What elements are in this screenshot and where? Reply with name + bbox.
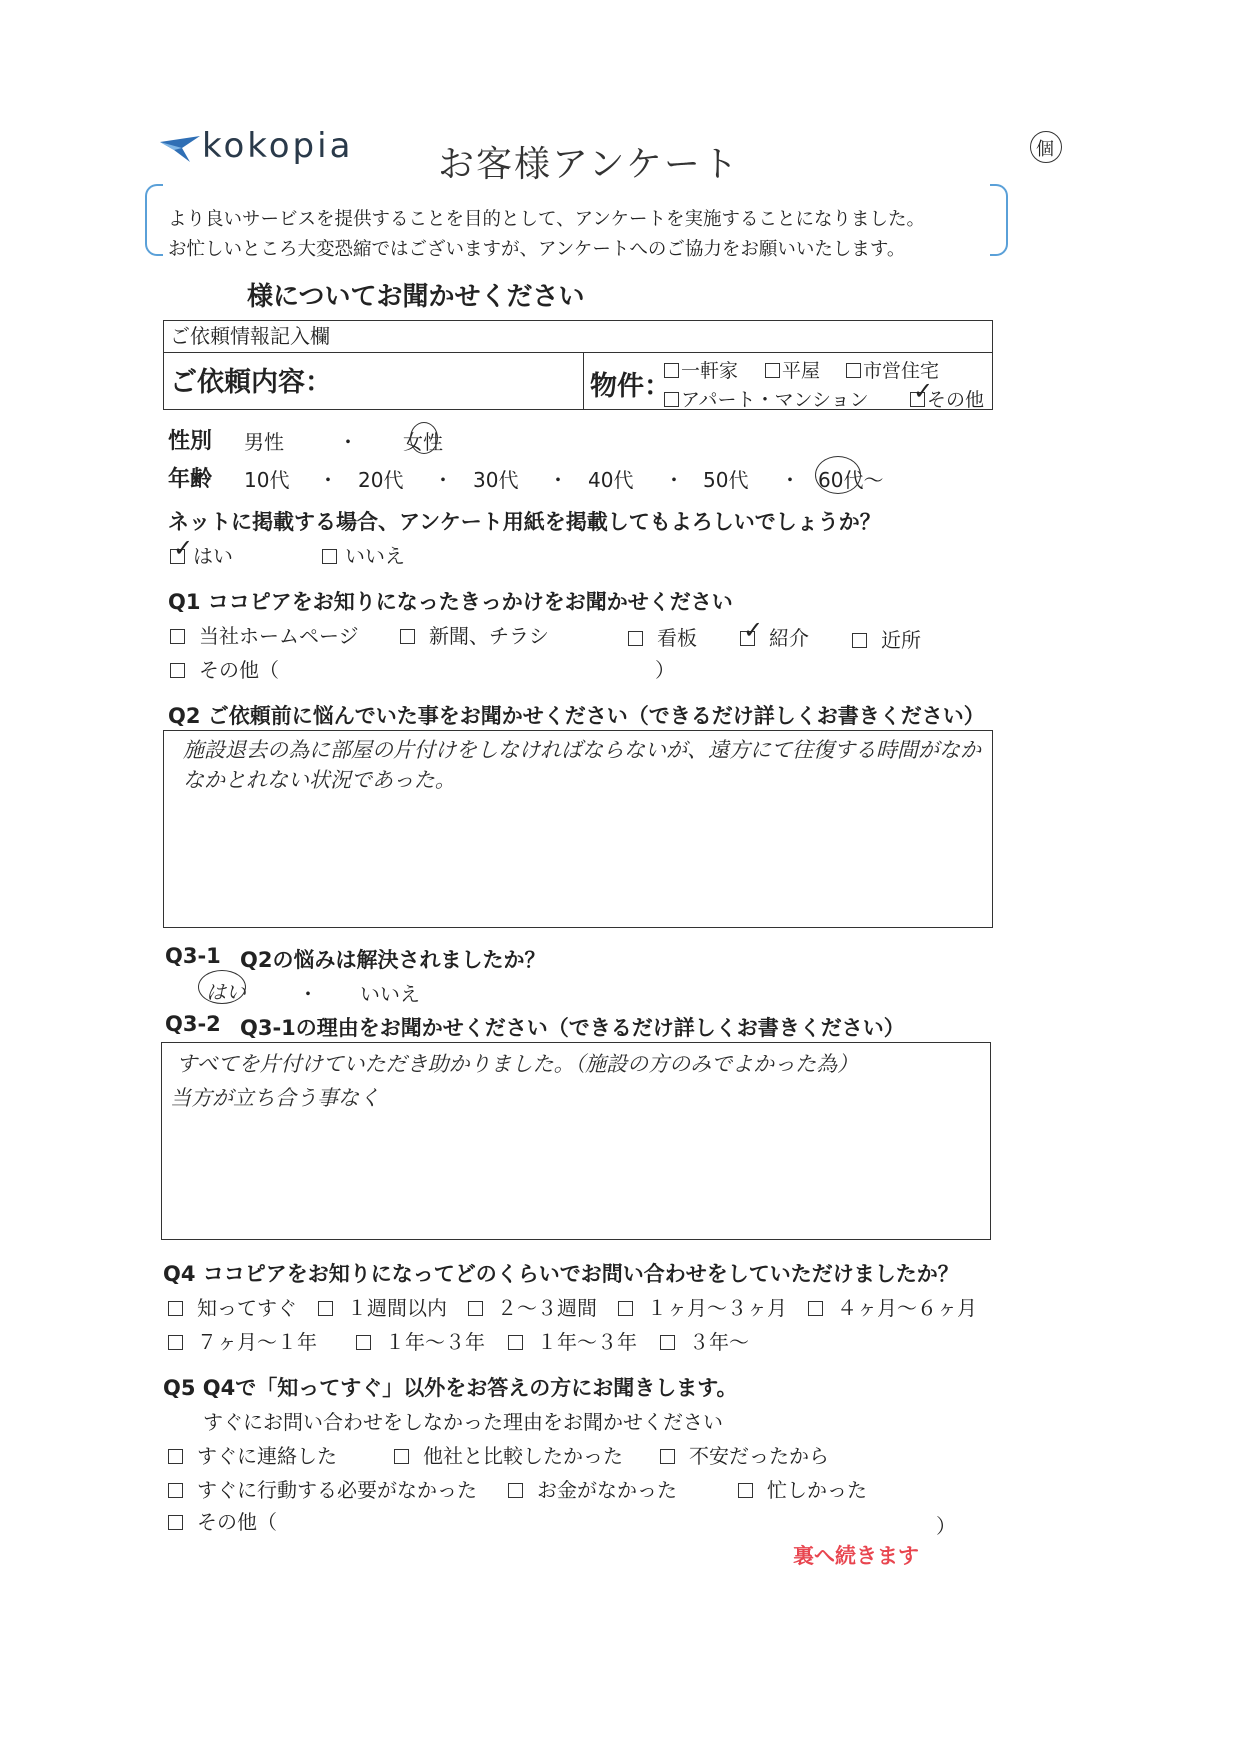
- q3-1-yes[interactable]: はい: [206, 980, 246, 1004]
- q2-question: Q2 ご依頼前に悩んでいた事をお聞かせください（できるだけ詳しくお書きください）: [168, 704, 985, 728]
- q2-answer-line-1: 施設退去の為に部屋の片付けをしなければならないが、遠方にて往復する時間がなか: [183, 738, 981, 762]
- q5-checkbox[interactable]: [394, 1449, 409, 1464]
- q5-checkbox[interactable]: [168, 1449, 183, 1464]
- property-checkbox-checked[interactable]: [910, 392, 925, 407]
- age-20s[interactable]: 20代: [358, 468, 404, 492]
- age-40s[interactable]: 40代: [588, 468, 634, 492]
- intro-line-1: より良いサービスを提供することを目的として、アンケートを実施することになりました。: [168, 209, 926, 230]
- q4-option[interactable]: １年〜３年: [356, 1326, 485, 1355]
- property-option-ikkenya[interactable]: 一軒家: [664, 356, 738, 383]
- gender-male[interactable]: 男性: [244, 430, 284, 454]
- q3-2-answer-line-2: 当方が立ち合う事なく: [170, 1086, 380, 1110]
- q1-option-signboard[interactable]: 看板: [628, 622, 697, 651]
- q3-1-question: Q2の悩みは解決されましたか？: [240, 948, 546, 972]
- gender-selected-circle: [410, 422, 438, 454]
- q1-option-referral[interactable]: ✓ 紹介: [740, 622, 809, 651]
- q3-2-number: Q3-2: [165, 1012, 221, 1036]
- q4-checkbox[interactable]: [168, 1301, 183, 1316]
- age-50s[interactable]: 50代: [703, 468, 749, 492]
- intro-bracket-right: [990, 184, 1008, 256]
- q5-option[interactable]: すぐに連絡した: [168, 1440, 337, 1469]
- age-sep: ・: [433, 468, 453, 492]
- q3-1-separator: ・: [298, 982, 318, 1006]
- badge: 個: [1036, 139, 1054, 160]
- q2-answer-line-2: なかとれない状況であった。: [183, 768, 456, 792]
- q1-checkbox[interactable]: [170, 629, 185, 644]
- q1-option-homepage[interactable]: 当社ホームページ: [170, 620, 359, 649]
- q4-option[interactable]: 知ってすぐ: [168, 1292, 297, 1321]
- q5-checkbox[interactable]: [508, 1483, 523, 1498]
- q1-option-other[interactable]: その他（: [170, 654, 279, 683]
- q5-option[interactable]: すぐに行動する必要がなかった: [168, 1474, 477, 1503]
- gender-separator: ・: [338, 430, 358, 454]
- q4-checkbox[interactable]: [468, 1301, 483, 1316]
- age-30s[interactable]: 30代: [473, 468, 519, 492]
- q4-checkbox[interactable]: [168, 1335, 183, 1350]
- age-sep: ・: [318, 468, 338, 492]
- q4-option[interactable]: ７ヶ月〜１年: [168, 1326, 317, 1355]
- age-selected-circle: [815, 456, 861, 494]
- q1-checkbox[interactable]: [400, 629, 415, 644]
- property-label: 物件：: [590, 371, 671, 402]
- property-checkbox[interactable]: [765, 363, 780, 378]
- q5-option[interactable]: お金がなかった: [508, 1474, 677, 1503]
- property-checkbox[interactable]: [846, 363, 861, 378]
- q5-question: Q5 Q4で「知ってすぐ」以外をお答えの方にお聞きします。: [163, 1376, 738, 1400]
- q1-other-close: ）: [655, 658, 675, 682]
- q3-2-answer-line-1: すべてを片付けていただき助かりました。（施設の方のみでよかった為）: [176, 1052, 859, 1076]
- q4-checkbox[interactable]: [318, 1301, 333, 1316]
- q1-checkbox[interactable]: [628, 631, 643, 646]
- q4-option[interactable]: ３年〜: [660, 1326, 749, 1355]
- q3-1-number: Q3-1: [165, 944, 221, 968]
- q4-option[interactable]: １年〜３年: [508, 1326, 637, 1355]
- request-info-divider: [163, 352, 993, 353]
- q1-option-newspaper[interactable]: 新聞、チラシ: [400, 620, 549, 649]
- q5-checkbox[interactable]: [168, 1483, 183, 1498]
- q5-checkbox[interactable]: [168, 1515, 183, 1530]
- age-10s[interactable]: 10代: [244, 468, 290, 492]
- intro-bracket-left: [145, 184, 163, 256]
- property-checkbox[interactable]: [664, 392, 679, 407]
- gender-female[interactable]: 女性: [403, 430, 443, 454]
- q1-question: Q1 ココピアをお知りになったきっかけをお聞かせください: [168, 590, 733, 614]
- request-content-label: ご依頼内容：: [170, 367, 332, 398]
- q4-checkbox[interactable]: [618, 1301, 633, 1316]
- request-info-label: ご依頼情報記入欄: [170, 324, 330, 348]
- property-option-shiei[interactable]: 市営住宅: [846, 356, 939, 383]
- bird-logo-icon: [160, 134, 204, 164]
- property-checkbox[interactable]: [664, 363, 679, 378]
- q5-option[interactable]: 他社と比較したかった: [394, 1440, 623, 1469]
- q5-other-close: ）: [936, 1514, 956, 1538]
- q1-checkbox[interactable]: [852, 633, 867, 648]
- property-divider: [583, 352, 584, 410]
- net-no-checkbox[interactable]: [322, 549, 337, 564]
- continue-note: 裏へ続きます: [793, 1544, 919, 1568]
- property-option-apartment[interactable]: アパート・マンション: [664, 385, 869, 412]
- age-label: 年齢: [168, 467, 213, 492]
- net-yes-checkbox[interactable]: [170, 549, 185, 564]
- q1-checkbox-checked[interactable]: [740, 631, 755, 646]
- q3-1-no[interactable]: いいえ: [360, 982, 420, 1006]
- q4-checkbox[interactable]: [808, 1301, 823, 1316]
- net-no[interactable]: いいえ: [322, 540, 405, 569]
- age-sep: ・: [780, 468, 800, 492]
- q4-option[interactable]: １ヶ月〜３ヶ月: [618, 1292, 787, 1321]
- q4-option[interactable]: ２〜３週間: [468, 1292, 597, 1321]
- property-option-other[interactable]: ✓ その他: [910, 385, 984, 412]
- q4-option[interactable]: ４ヶ月〜６ヶ月: [808, 1292, 977, 1321]
- q4-question: Q4 ココピアをお知りになってどのくらいでお問い合わせをしていただけましたか？: [163, 1262, 959, 1286]
- logo-text: kokopia: [202, 126, 354, 166]
- property-option-hiraya[interactable]: 平屋: [765, 356, 820, 383]
- q4-option[interactable]: １週間以内: [318, 1292, 447, 1321]
- net-yes[interactable]: ✓はい: [170, 540, 233, 569]
- q4-checkbox[interactable]: [356, 1335, 371, 1350]
- q5-checkbox[interactable]: [738, 1483, 753, 1498]
- net-question: ネットに掲載する場合、アンケート用紙を掲載してもよろしいでしょうか？: [168, 510, 881, 534]
- q5-option[interactable]: 忙しかった: [738, 1474, 867, 1503]
- q3-1-selected-circle: [198, 970, 246, 1004]
- gender-label: 性別: [168, 429, 213, 454]
- q1-checkbox[interactable]: [170, 663, 185, 678]
- q4-checkbox[interactable]: [508, 1335, 523, 1350]
- intro-line-2: お忙しいところ大変恐縮ではございますが、アンケートへのご協力をお願いいたします。: [168, 239, 906, 260]
- q5-option[interactable]: 不安だったから: [660, 1440, 829, 1469]
- q3-2-question: Q3-1の理由をお聞かせください（できるだけ詳しくお書きください）: [240, 1016, 905, 1040]
- q5-subtitle: すぐにお問い合わせをしなかった理由をお聞かせください: [203, 1410, 723, 1434]
- age-sep: ・: [664, 468, 684, 492]
- q4-checkbox[interactable]: [660, 1335, 675, 1350]
- q5-option-other[interactable]: その他（: [168, 1506, 277, 1535]
- page-title: お客様アンケート: [438, 144, 740, 185]
- age-60s[interactable]: 60代〜: [818, 468, 884, 492]
- q5-checkbox[interactable]: [660, 1449, 675, 1464]
- age-sep: ・: [548, 468, 568, 492]
- q1-option-neighbor[interactable]: 近所: [852, 624, 921, 653]
- customer-heading: 様についてお聞かせください: [247, 282, 585, 312]
